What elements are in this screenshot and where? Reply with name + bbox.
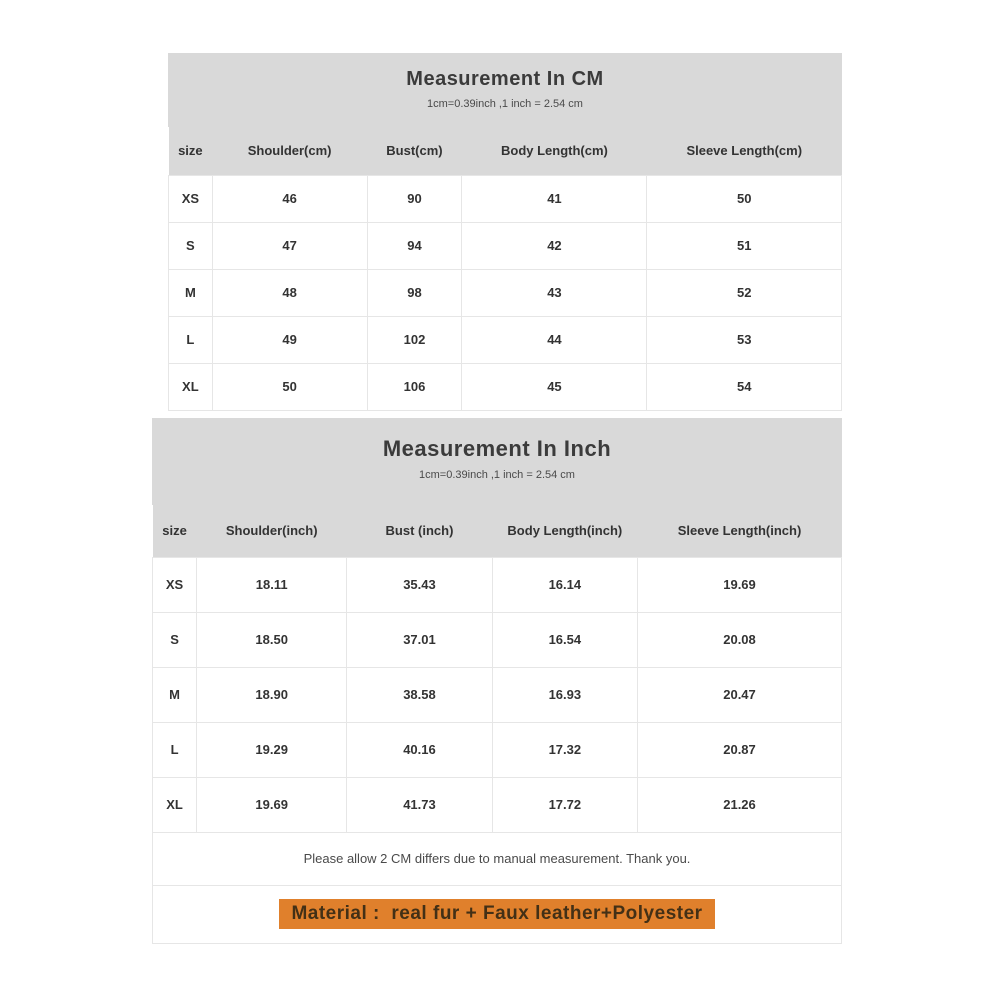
column-header-body-length: Body Length(inch) bbox=[492, 505, 637, 557]
table-cell: 18.90 bbox=[197, 667, 347, 722]
size-cell: XL bbox=[169, 363, 213, 410]
column-header-sleeve-length: Sleeve Length(inch) bbox=[638, 505, 842, 557]
column-header-shoulder: Shoulder(inch) bbox=[197, 505, 347, 557]
table-cell: 98 bbox=[367, 269, 462, 316]
table-cell: 16.93 bbox=[492, 667, 637, 722]
table-cell: 50 bbox=[212, 363, 367, 410]
cm-conversion-note: 1cm=0.39inch ,1 inch = 2.54 cm bbox=[427, 98, 583, 110]
size-cell: L bbox=[169, 316, 213, 363]
table-cell: 17.32 bbox=[492, 722, 637, 777]
table-row-m bbox=[153, 667, 842, 722]
table-cell: 17.72 bbox=[492, 777, 637, 832]
column-header-body-length: Body Length(cm) bbox=[462, 127, 647, 175]
size-cell: M bbox=[169, 269, 213, 316]
size-cell: XS bbox=[169, 175, 213, 222]
table-cell: 54 bbox=[647, 363, 842, 410]
inch-measurement-table bbox=[152, 505, 842, 833]
disclaimer-text: Please allow 2 CM differs due to manual measurement. Thank you. bbox=[303, 851, 691, 866]
table-cell: 52 bbox=[647, 269, 842, 316]
size-cell: S bbox=[153, 612, 197, 667]
column-header-size: size bbox=[153, 505, 197, 557]
table-cell: 19.69 bbox=[197, 777, 347, 832]
table-row-xl bbox=[153, 777, 842, 832]
material-row bbox=[152, 886, 842, 944]
size-cell: M bbox=[153, 667, 197, 722]
table-row-m bbox=[169, 269, 842, 316]
table-cell: 51 bbox=[647, 222, 842, 269]
table-cell: 16.14 bbox=[492, 557, 637, 612]
table-cell: 102 bbox=[367, 316, 462, 363]
size-cell: XL bbox=[153, 777, 197, 832]
table-cell: 50 bbox=[647, 175, 842, 222]
table-cell: 47 bbox=[212, 222, 367, 269]
cm-table-section bbox=[168, 53, 842, 411]
table-cell: 48 bbox=[212, 269, 367, 316]
column-header-bust: Bust(cm) bbox=[367, 127, 462, 175]
inch-conversion-note: 1cm=0.39inch ,1 inch = 2.54 cm bbox=[419, 469, 575, 481]
column-header-sleeve-length: Sleeve Length(cm) bbox=[647, 127, 842, 175]
table-cell: 94 bbox=[367, 222, 462, 269]
table-row-s bbox=[169, 222, 842, 269]
table-row-xl bbox=[169, 363, 842, 410]
table-row-xs bbox=[153, 557, 842, 612]
table-cell: 37.01 bbox=[347, 612, 492, 667]
size-cell: S bbox=[169, 222, 213, 269]
cm-header-row bbox=[169, 127, 842, 175]
table-cell: 18.50 bbox=[197, 612, 347, 667]
column-header-bust: Bust (inch) bbox=[347, 505, 492, 557]
table-row-s bbox=[153, 612, 842, 667]
table-cell: 19.29 bbox=[197, 722, 347, 777]
inch-table-title: Measurement In Inch bbox=[382, 436, 612, 461]
measurement-disclaimer bbox=[152, 833, 842, 886]
table-row-xs bbox=[169, 175, 842, 222]
material-highlight: Material : real fur + Faux leather+Polyester bbox=[279, 899, 714, 929]
table-cell: 20.87 bbox=[638, 722, 842, 777]
table-cell: 40.16 bbox=[347, 722, 492, 777]
table-cell: 20.08 bbox=[638, 612, 842, 667]
table-cell: 35.43 bbox=[347, 557, 492, 612]
table-cell: 49 bbox=[212, 316, 367, 363]
column-header-size: size bbox=[169, 127, 213, 175]
table-cell: 42 bbox=[462, 222, 647, 269]
table-cell: 90 bbox=[367, 175, 462, 222]
inch-table-section bbox=[152, 418, 842, 944]
table-cell: 46 bbox=[212, 175, 367, 222]
table-cell: 19.69 bbox=[638, 557, 842, 612]
table-cell: 16.54 bbox=[492, 612, 637, 667]
table-cell: 41.73 bbox=[347, 777, 492, 832]
table-cell: 21.26 bbox=[638, 777, 842, 832]
table-cell: 41 bbox=[462, 175, 647, 222]
column-header-shoulder: Shoulder(cm) bbox=[212, 127, 367, 175]
table-cell: 106 bbox=[367, 363, 462, 410]
table-row-l bbox=[153, 722, 842, 777]
cm-measurement-table bbox=[168, 127, 842, 411]
table-row-l bbox=[169, 316, 842, 363]
size-cell: XS bbox=[153, 557, 197, 612]
size-cell: L bbox=[153, 722, 197, 777]
table-cell: 18.11 bbox=[197, 557, 347, 612]
inch-table-header bbox=[152, 418, 842, 505]
table-cell: 45 bbox=[462, 363, 647, 410]
table-cell: 20.47 bbox=[638, 667, 842, 722]
table-cell: 38.58 bbox=[347, 667, 492, 722]
table-cell: 43 bbox=[462, 269, 647, 316]
inch-header-row bbox=[153, 505, 842, 557]
cm-table-title: Measurement In CM bbox=[406, 68, 604, 90]
cm-table-header bbox=[168, 53, 842, 127]
table-cell: 53 bbox=[647, 316, 842, 363]
table-cell: 44 bbox=[462, 316, 647, 363]
